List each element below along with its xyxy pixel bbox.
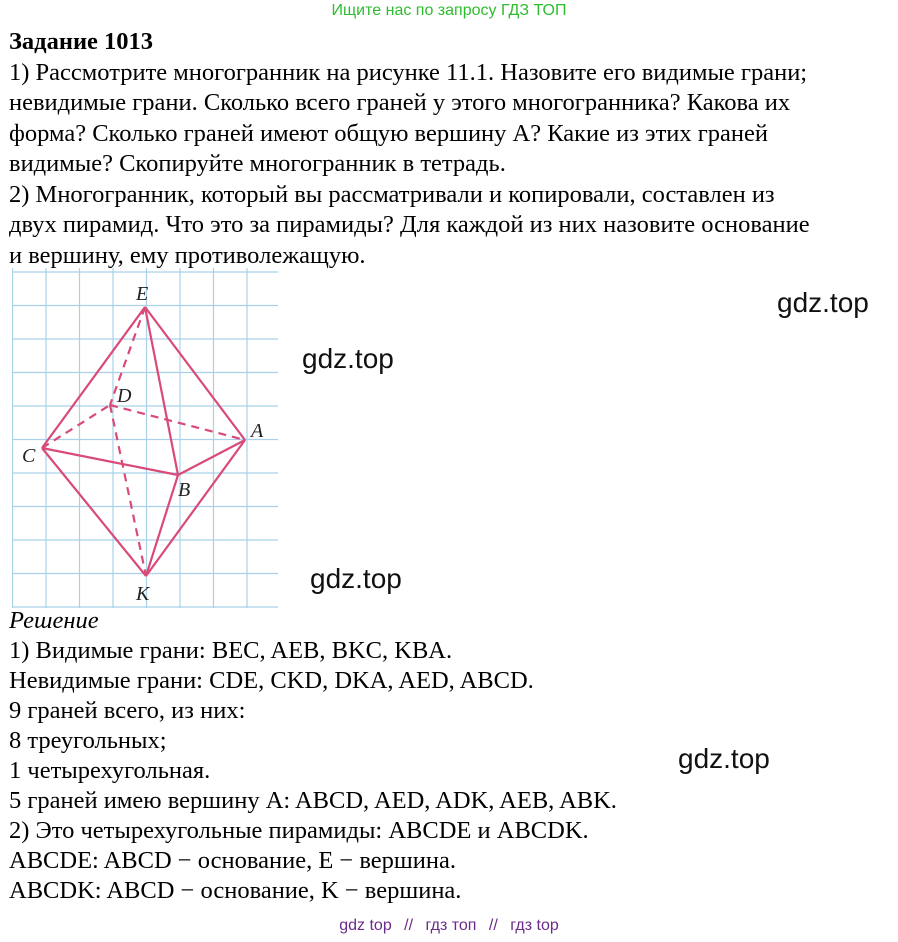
task-line: форма? Сколько граней имеют общую вершину A? Какие из этих граней bbox=[9, 119, 769, 147]
vertex-label-K: K bbox=[136, 583, 150, 605]
task-line: 1) Рассмотрите многогранник на рисунке 11.1. Назовите его видимые грани; bbox=[9, 58, 808, 86]
solution-line: ABCDE: ABCD − основание, E − вершина. bbox=[9, 847, 456, 874]
vertex-label-E: E bbox=[136, 283, 149, 305]
task-title: Задание 1013 bbox=[9, 28, 154, 55]
footer bbox=[0, 915, 898, 937]
solution bbox=[9, 606, 869, 906]
watermark: gdz.top bbox=[302, 343, 394, 374]
footer-link[interactable]: гдз top bbox=[510, 917, 559, 934]
task-statement bbox=[9, 27, 891, 271]
solution-line: 8 треугольных; bbox=[9, 727, 167, 754]
task-line: и вершину, ему противолежащую. bbox=[9, 241, 366, 269]
task-line: 2) Многогранник, который вы рассматривали и копировали, составлен из bbox=[9, 180, 775, 208]
task-line: невидимые грани. Сколько всего граней у этого многогранника? Какова их bbox=[9, 89, 791, 116]
watermark: gdz.top bbox=[777, 287, 869, 318]
solution-line: Невидимые грани: CDE, CKD, DKA, AED, ABCD. bbox=[9, 667, 534, 694]
vertex-label-A: A bbox=[251, 420, 264, 442]
watermark: gdz.top bbox=[678, 743, 770, 774]
footer-separator: // bbox=[488, 917, 498, 934]
solution-title: Решение bbox=[9, 607, 99, 634]
footer-link[interactable]: gdz top bbox=[339, 917, 392, 934]
polyhedron-figure bbox=[12, 268, 278, 608]
solution-line: 9 граней всего, из них: bbox=[9, 697, 246, 724]
footer-link[interactable]: гдз топ bbox=[425, 917, 477, 934]
vertex-label-B: B bbox=[178, 479, 191, 501]
vertex-label-D: D bbox=[117, 385, 132, 407]
watermark: gdz.top bbox=[310, 563, 402, 594]
footer-separator: // bbox=[404, 917, 414, 934]
task-line: двух пирамид. Что это за пирамиды? Для каждой из них назовите основание bbox=[9, 211, 810, 238]
solution-line: 2) Это четырехугольные пирамиды: ABCDE и ABCDK. bbox=[9, 817, 589, 844]
solution-line: ABCDK: ABCD − основание, K − вершина. bbox=[9, 877, 462, 904]
polyhedron-diagram bbox=[12, 268, 278, 608]
task-line: видимые? Скопируйте многогранник в тетрадь. bbox=[9, 150, 506, 177]
solution-line: 5 граней имею вершину A: ABCD, AED, ADK, AEB, ABK. bbox=[9, 787, 617, 814]
solution-line: 1 четырехугольная. bbox=[9, 757, 211, 784]
vertex-label-C: C bbox=[22, 445, 36, 467]
top-banner bbox=[0, 0, 898, 22]
banner-text: Ищите нас по запросу ГДЗ ТОП bbox=[331, 2, 567, 19]
solution-line: 1) Видимые грани: BEC, AEB, BKC, KBA. bbox=[9, 637, 453, 664]
